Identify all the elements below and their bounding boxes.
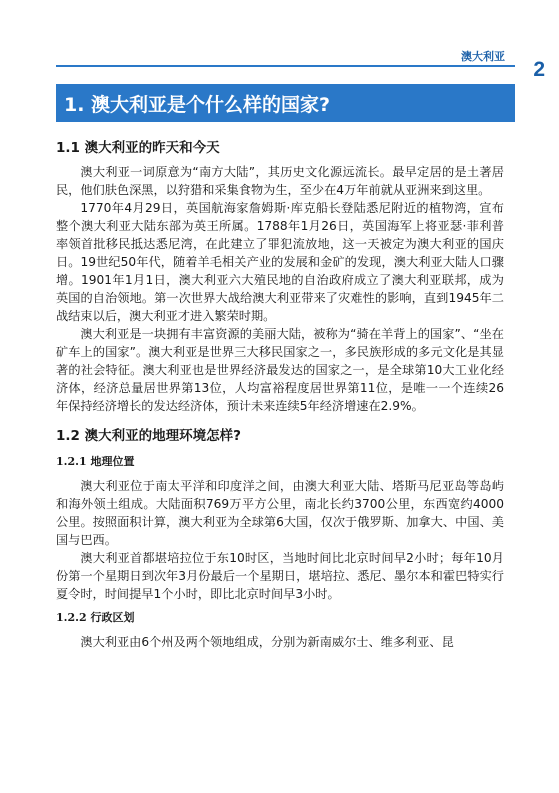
paragraph: 1770年4月29日，英国航海家詹姆斯·库克船长登陆悉尼附近的植物湾，宣布整个澳大利亚大陆东部为英王所属。1788年1月26日，英国海军上将亚瑟·菲利普率领首批移民抵达悉尼湾，在此建立了罪犯流放地，这一天被定为澳大利亚的国庆日。19世纪50年代，随着羊毛相关产业的发展和金矿的发现，澳大利亚大陆人口骤增。1901年1月1日，澳大利亚六大殖民地的自治政府成立了澳大利亚联邦，成为英国的自治领地。第一次世界大战给澳大利亚带来了灾难性的影响，直到1945年二战结束以后，澳大利亚才进入繁荣时期。 [56, 201, 504, 323]
paragraph: 澳大利亚由6个州及两个领地组成，分别为新南威尔士、维多利亚、昆 [80, 635, 454, 649]
section-heading-1-1: 1.1 澳大利亚的昨天和今天 [56, 140, 220, 156]
paragraph: 澳大利亚首都堪培拉位于东10时区，当地时间比北京时间早2小时；每年10月份第一个星期日到次年3月份最后一个星期日，堪培拉、悉尼、墨尔本和霍巴特实行夏令时，时间提早1个小时，即比北京时间早3小时。 [56, 551, 504, 601]
header-rule [56, 65, 515, 67]
paragraph: 澳大利亚一词原意为“南方大陆”，其历史文化源远流长。最早定居的是土著居民，他们肤色深黑，以狩猎和采集食物为生，至少在4万年前就从亚洲来到这里。 [56, 165, 504, 197]
paragraph: 澳大利亚位于南太平洋和印度洋之间，由澳大利亚大陆、塔斯马尼亚岛等岛屿和海外领土组成。大陆面积769万平方公里，南北长约3700公里，东西宽约4000公里。按照面积计算，澳大利亚为全球第6大国，仅次于俄罗斯、加拿大、中国、美国与巴西。 [56, 479, 504, 547]
section-heading-1-2: 1.2 澳大利亚的地理环境怎样? [56, 428, 241, 444]
page-body [56, 137, 504, 651]
subsection-heading-1-2-2: 1.2.2 行政区划 [56, 611, 135, 624]
page-number: 2 [533, 58, 545, 81]
paragraph: 澳大利亚是一块拥有丰富资源的美丽大陆，被称为“骑在羊背上的国家”、“坐在矿车上的国家”。澳大利亚是世界三大移民国家之一，多民族形成的多元文化是其显著的社会特征。澳大利亚也是世界经济最发达的国家之一，是全球第10大工业化经济体，经济总量居世界第13位，人均富裕程度居世界第11位，是唯一一个连续26年保持经济增长的发达经济体，预计未来连续5年经济增速在2.9%。 [56, 327, 504, 413]
subsection-heading-1-2-1: 1.2.1 地理位置 [56, 455, 135, 468]
chapter-title: 1. 澳大利亚是个什么样的国家? [64, 93, 331, 116]
running-header-title: 澳大利亚 [461, 51, 505, 63]
chapter-title-bar [56, 84, 515, 122]
